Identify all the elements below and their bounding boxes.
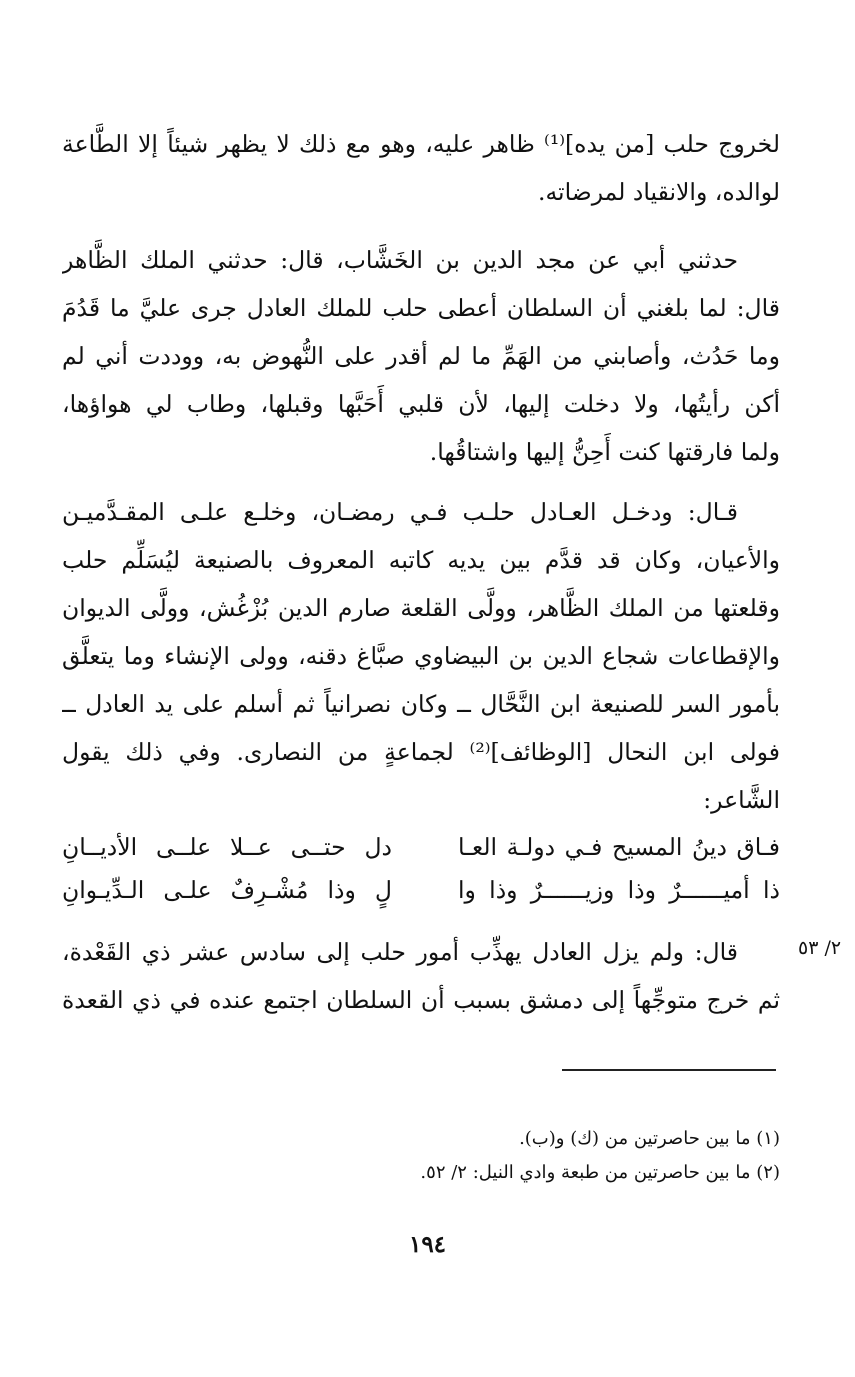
paragraph-4 [62,928,780,1024]
text-line: قـال: ودخـل العـادل حلـب فـي رمضـان، وخلـع علـى المقـدَّميـن [62,498,738,526]
paragraph-1 [62,120,780,216]
text-line: ولما فارقتها كنت أَحِنُّ إليها واشتاقُها. [429,438,780,466]
footnote-1: (١) ما بين حاصرتين من (ك) و(ب). [519,1128,780,1149]
footnote-2: (٢) ما بين حاصرتين من طبعة وادي النيل: ٢/ ٥٢. [420,1162,780,1183]
verse-first-hemistich: فـاق دينُ المسيح فـي دولـة العـا [458,833,780,861]
text-line: قال: ولم يزل العادل يهذِّب أمور حلب إلى سادس عشر ذي القَعْدة، [62,938,738,966]
text-line: فولى ابن النحال [الوظائف]⁽²⁾ لجماعةٍ من النصارى. وفي ذلك يقول [62,738,780,766]
text-line: وقلعتها من الملك الظَّاهر، وولَّى القلعة صارم الدين بُزْغُش، وولَّى الديوان [62,594,780,622]
text-line: والإقطاعات شجاع الدين بن البيضاوي صبَّاغ دقنه، وولى الإنشاء وما يتعلَّق [62,642,780,670]
text-line: لوالده، والانقياد لمرضاته. [537,178,780,206]
verse-second-hemistich: دل حتــى عــلا علــى الأديــانِ [62,833,392,861]
poem-verse [62,870,780,910]
text-line: بأمور السر للصنيعة ابن النَّحَّال ــ وكان نصرانياً ثم أسلم على يد العادل ــ [62,690,780,718]
text-line: ثم خرج متوجِّهاً إلى دمشق بسبب أن السلطان اجتمع عنده في ذي القعدة [62,986,780,1014]
text-line: الشَّاعر: [703,786,780,814]
text-line: لخروج حلب [من يده]⁽¹⁾ ظاهر عليه، وهو مع ذلك لا يظهر شيئاً إلا الطَّاعة [62,130,780,158]
paragraph-2 [62,236,780,476]
poem-verse [62,827,780,867]
text-line: أكن رأيتُها، ولا دخلت إليها، لأن قلبي أَحَبَّها وقبلها، وطاب لي هواؤها، [62,390,780,418]
text-line: والأعيان، وكان قد قدَّم بين يديه كاتبه المعروف بالصنيعة ليُسَلِّم حلب [62,546,780,574]
text-line: قال: لما بلغني أن السلطان أعطى حلب للملك العادل جرى عليَّ ما قَدُمَ [62,294,780,322]
page-number: ١٩٤ [408,1231,447,1258]
text-line: حدثني أبي عن مجد الدين بن الخَشَّاب، قال: حدثني الملك الظَّاهر [62,246,738,274]
marginal-reference: ٢/ ٥٣ [798,937,842,959]
text-line: وما حَدُث، وأصابني من الهَمِّ ما لم أقدر على النُّهوض به، ووددت أني لم [62,342,780,370]
verse-second-hemistich: لٍ وذا مُشْـرِفٌ علـى الـدِّيـوانِ [62,876,392,904]
verse-first-hemistich: ذا أميــــــرٌ وذا وزيــــــرٌ وذا وا [458,876,780,904]
footnote-divider [562,1069,776,1071]
paragraph-3 [62,488,780,824]
